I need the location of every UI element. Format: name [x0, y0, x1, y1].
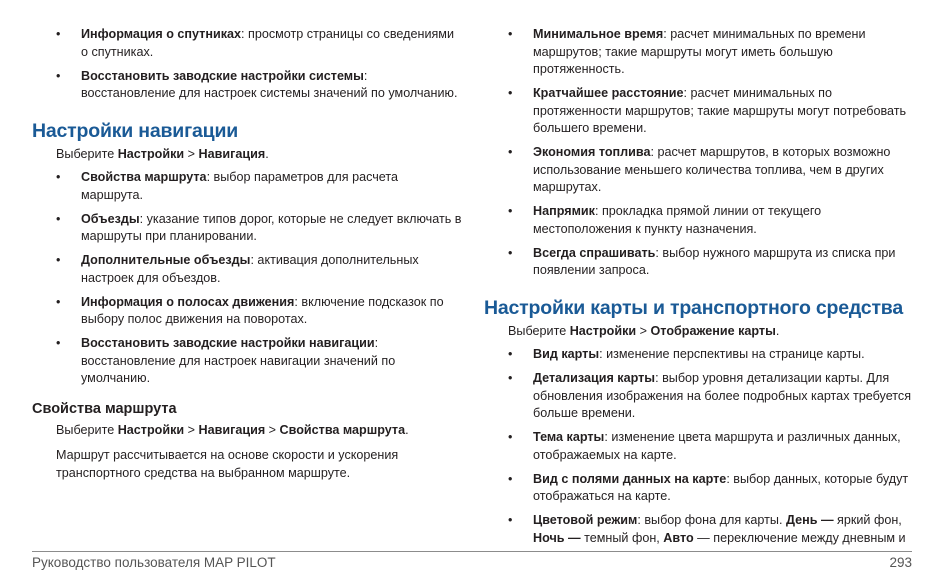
right-column: [484, 26, 920, 554]
footer-manual-title: Руководство пользователя MAP PILOT: [32, 555, 276, 570]
list-item: • Детализация карты: выбор уровня детализации карты. Для обновления изображения на более подробных картах требуется больше времени.: [484, 370, 920, 423]
list-item: [32, 26, 462, 61]
list-item: [32, 68, 462, 103]
item-text: : восстановление для настроек системы значений по умолчанию.: [81, 68, 458, 100]
route-options-list: [484, 26, 920, 280]
list-item: • Кратчайшее расстояние: расчет минимальных по протяженности маршрутов; такие маршруты могут потребовать большего времени.: [484, 85, 920, 138]
item-term: Восстановить заводские настройки системы: [81, 68, 364, 83]
page-number: 293: [889, 555, 912, 570]
list-item: • Дополнительные объезды: активация дополнительных настроек для объездов.: [32, 252, 462, 287]
list-item: • Напрямик: прокладка прямой линии от текущего местоположения к пункту назначения.: [484, 203, 920, 238]
page-footer: [32, 551, 912, 583]
route-select-path: Выберите Настройки > Навигация > Свойства маршрута.: [56, 422, 409, 437]
route-properties-heading: Свойства маршрута: [32, 400, 177, 417]
map-settings-list: [484, 346, 920, 547]
route-description: Маршрут рассчитывается на основе скорости и ускорения транспортного средства на выбранном маршруте.: [56, 448, 399, 480]
list-item: • Всегда спрашивать: выбор нужного маршрута из списка при появлении запроса.: [484, 245, 920, 280]
list-item: • Экономия топлива: расчет маршрутов, в которых возможно использование меньшего количества топлива, чем в других маршрутах.: [484, 144, 920, 197]
system-settings-list: [32, 26, 462, 103]
list-item: • Восстановить заводские настройки навигации: восстановление для настроек навигации значений по умолчанию.: [32, 335, 462, 388]
navigation-settings-heading: Настройки навигации: [32, 119, 239, 142]
list-item: • Вид карты: изменение перспективы на странице карты.: [484, 346, 920, 364]
item-text: : просмотр страницы со сведениями о спутниках.: [81, 27, 454, 59]
list-item: • Объезды: указание типов дорог, которые не следует включать в маршруты при планировании.: [32, 211, 462, 246]
map-select-path: Выберите Настройки > Отображение карты.: [508, 323, 780, 338]
item-term: Информация о спутниках: [81, 27, 242, 41]
navigation-select-path: Выберите Настройки > Навигация.: [56, 146, 269, 161]
map-vehicle-settings-heading: Настройки карты и транспортного средства: [484, 296, 903, 319]
list-item: • Свойства маршрута: выбор параметров для расчета маршрута.: [32, 169, 462, 204]
list-item: • Вид с полями данных на карте: выбор данных, которые будут отображаться на карте.: [484, 471, 920, 506]
navigation-settings-list: [32, 169, 462, 388]
list-item: • Минимальное время: расчет минимальных по времени маршрутов; такие маршруты могут иметь большую протяженность.: [484, 26, 920, 79]
list-item: • Тема карты: изменение цвета маршрута и различных данных, отображаемых на карте.: [484, 429, 920, 464]
list-item: • Информация о полосах движения: включение подсказок по выбору полос движения на поворотах.: [32, 294, 462, 329]
list-item: • Цветовой режим: выбор фона для карты. День — яркий фон, Ночь — темный фон, Авто — переключение между дневным и: [484, 512, 920, 547]
left-column: [32, 26, 462, 482]
